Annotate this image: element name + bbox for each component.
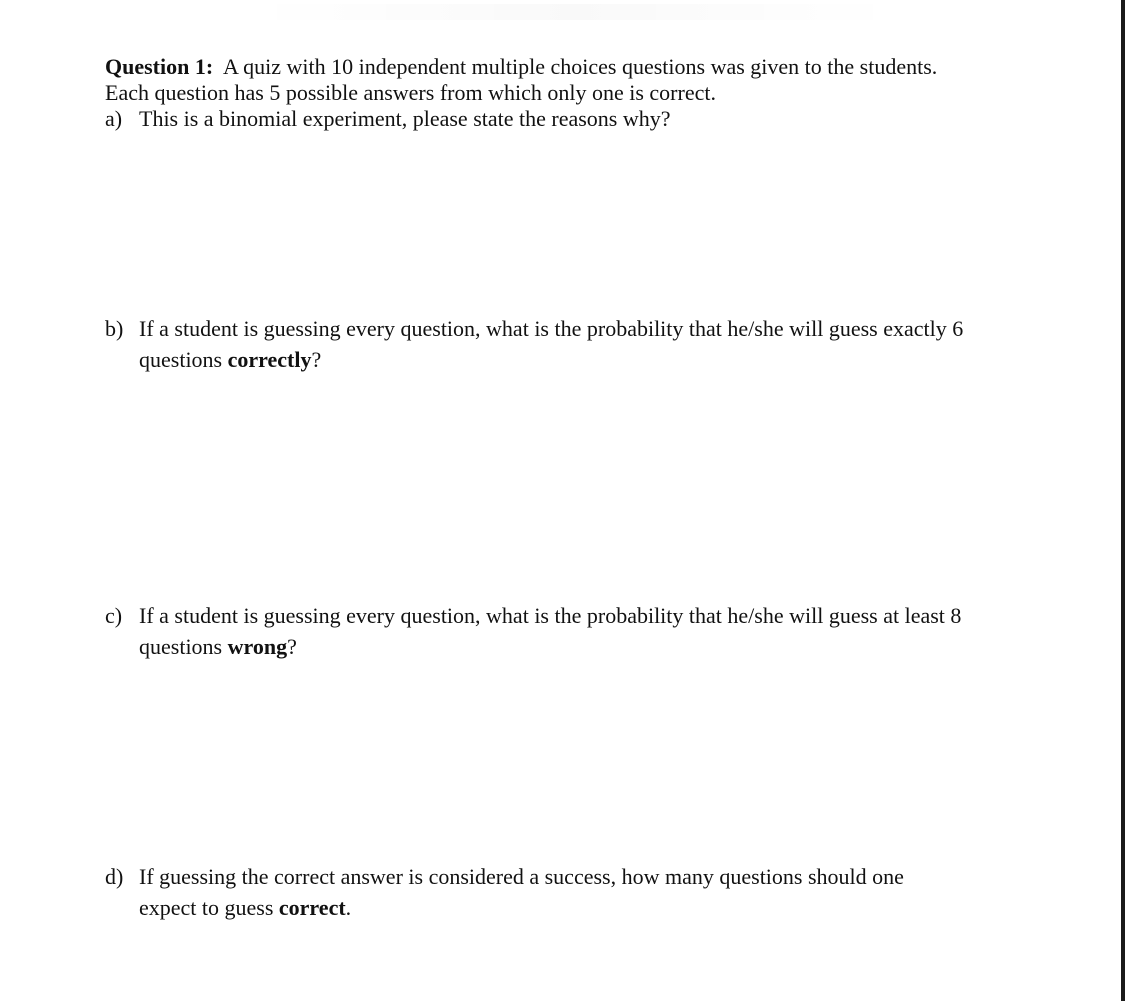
part-c-text-2-prefix: questions (139, 634, 228, 659)
part-d-text-2-prefix: expect to guess (139, 895, 279, 920)
part-a-label: a) (105, 106, 123, 131)
part-d-label: d) (105, 864, 124, 889)
question-label: Question 1: (105, 54, 214, 79)
page-edge-border (1121, 0, 1125, 1001)
part-d-text-2-suffix: . (345, 895, 352, 920)
part-b-text-2-suffix: ? (311, 347, 322, 372)
part-c-text-2 (139, 634, 297, 660)
part-a-text: This is a binomial experiment, please state the reasons why? (139, 106, 671, 131)
part-b-text-2-prefix: questions (139, 347, 228, 372)
question-stem-line-2 (105, 80, 716, 106)
part-c-label: c) (105, 603, 123, 628)
question-stem-text-2: Each question has 5 possible answers from which only one is correct. (105, 80, 716, 105)
part-d-emphasis: correct (278, 895, 346, 920)
part-b-text-1: If a student is guessing every question, what is the probability that he/she will guess exactly 6 (139, 316, 964, 341)
faded-header-remnant (250, 4, 900, 20)
question-stem-line-1 (105, 54, 937, 80)
part-c-text-1: If a student is guessing every question, what is the probability that he/she will guess at least 8 (139, 603, 962, 628)
part-b-label: b) (105, 316, 124, 341)
question-stem-text-1: A quiz with 10 independent multiple choices questions was given to the students. (222, 54, 938, 79)
part-c-text-2-suffix: ? (287, 634, 297, 659)
part-b-emphasis: correctly (227, 347, 312, 372)
part-c-emphasis: wrong (227, 634, 288, 659)
part-d-text-1: If guessing the correct answer is considered a success, how many questions should one (139, 864, 904, 889)
part-d-text-2 (139, 895, 351, 921)
part-b-text-2 (139, 347, 321, 373)
